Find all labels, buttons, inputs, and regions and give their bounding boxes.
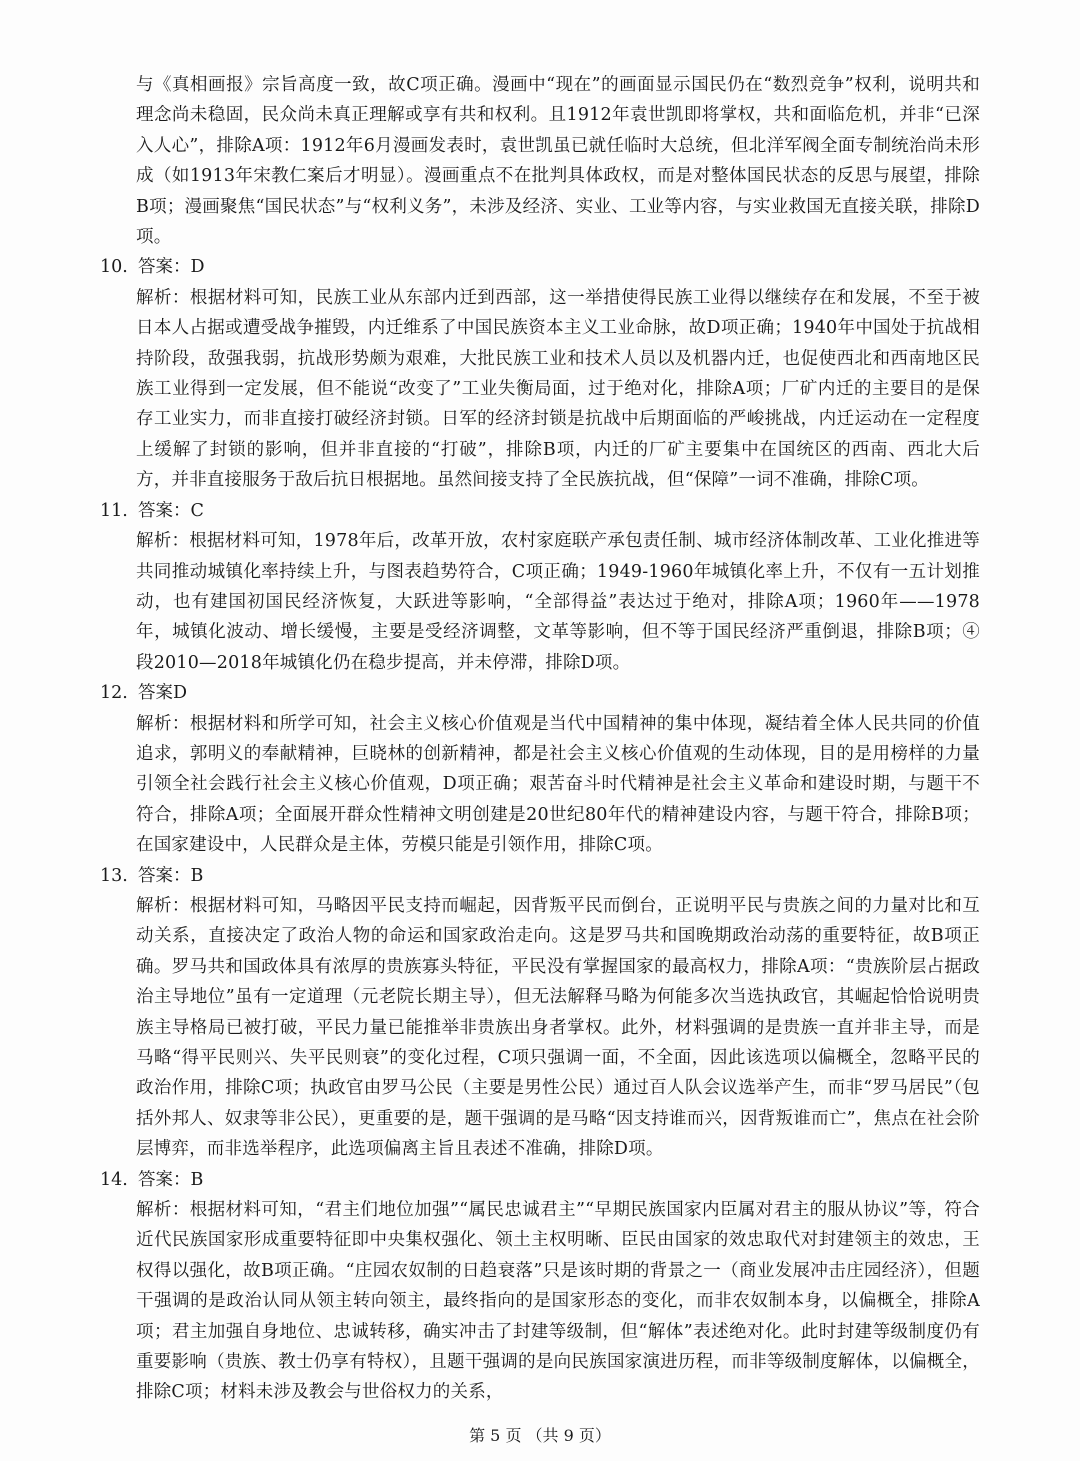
page-footer: 第 5 页 （共 9 页） <box>469 1426 611 1445</box>
answer-head <box>100 861 980 891</box>
answer-head <box>100 496 980 526</box>
answer-item-12 <box>100 678 980 860</box>
item-number: 12. <box>100 683 128 704</box>
item-number: 11. <box>100 500 128 521</box>
page-content <box>100 70 980 1408</box>
item-number: 14. <box>100 1169 128 1190</box>
answer-head <box>100 252 980 282</box>
answer-label: 答案：D <box>138 257 205 278</box>
analysis-paragraph: 解析：根据材料可知，马略因平民支持而崛起，因背叛平民而倒台，正说明平民与贵族之间的力量对比和互动关系，直接决定了政治人物的命运和国家政治走向。这是罗马共和国晚期政治动荡的重要特征，故B项正确。罗马共和国政体具有浓厚的贵族寡头特征，平民没有掌握国家的最高权力，排除A项：“贵族阶层占据政治主导地位”虽有一定道理（元老院长期主导），但无法解释马略为何能多次当选执政官，其崛起恰恰说明贵族主导格局已被打破，平民力量已能推举非贵族出身者掌权。此外，材料强调的是贵族一直并非主导，而是马略“得平民则兴、失平民则衰”的变化过程，C项只强调一面，不全面，因此该选项以偏概全，忽略平民的政治作用，排除C项；执政官由罗马公民（主要是男性公民）通过百人队会议选举产生，而非“罗马居民”（包括外邦人、奴隶等非公民），更重要的是，题干强调的是马略“因支持谁而兴，因背叛谁而亡”，焦点在社会阶层博弈，而非选举程序，此选项偏离主旨且表述不准确，排除D项。 <box>136 895 980 1160</box>
answer-label: 答案：C <box>138 500 204 521</box>
answer-item-13 <box>100 861 980 1165</box>
answer-label: 答案：B <box>138 1169 204 1190</box>
answer-item-10 <box>100 252 980 495</box>
item-number: 10. <box>100 257 128 278</box>
item-number: 13. <box>100 865 128 886</box>
answer-head <box>100 1165 980 1195</box>
answer-label: 答案：B <box>138 865 204 886</box>
analysis-paragraph: 解析：根据材料可知，“君主们地位加强”“属民忠诚君主”“早期民族国家内臣属对君主的服从协议”等，符合近代民族国家形成重要特征即中央集权强化、领土主权明晰、臣民由国家的效忠取代对封建领主的效忠，王权得以强化，故B项正确。“庄园农奴制的日趋衰落”只是该时期的背景之一（商业发展冲击庄园经济），但题干强调的是政治认同从领主转向领主，最终指向的是国家形态的变化，而非农奴制本身，以偏概全，排除A项；君主加强自身地位、忠诚转移，确实冲击了封建等级制，但“解体”表述绝对化。此时封建等级制度仍有重要影响（贵族、教士仍享有特权），且题干强调的是向民族国家演进历程，而非等级制度解体，以偏概全，排除C项；材料未涉及教会与世俗权力的关系， <box>136 1200 980 1403</box>
answer-item-11 <box>100 496 980 678</box>
answer-item-14 <box>100 1165 980 1408</box>
intro-paragraph: 与《真相画报》宗旨高度一致，故C项正确。漫画中“现在”的画面显示国民仍在“数烈竞争”权利，说明共和理念尚未稳固，民众尚未真正理解或享有共和权利。且1912年袁世凯即将掌权，共和面临危机，并非“已深入人心”，排除A项：1912年6月漫画发表时，袁世凯虽已就任临时大总统，但北洋军阀全面专制统治尚未形成（如1913年宋教仁案后才明显）。漫画重点不在批判具体政权，而是对整体国民状态的反思与展望，排除B项；漫画聚焦“国民状态”与“权利义务”，未涉及经济、实业、工业等内容，与实业救国无直接关联，排除D项。 <box>136 75 980 248</box>
analysis-paragraph: 解析：根据材料和所学可知，社会主义核心价值观是当代中国精神的集中体现，凝结着全体人民共同的价值追求，郭明义的奉献精神，巨晓林的创新精神，都是社会主义核心价值观的生动体现，目的是用榜样的力量引领全社会践行社会主义核心价值观，D项正确；艰苦奋斗时代精神是社会主义革命和建设时期，与题干不符合，排除A项；全面展开群众性精神文明创建是20世纪80年代的精神建设内容，与题干符合，排除B项；在国家建设中，人民群众是主体，劳模只能是引领作用，排除C项。 <box>136 713 980 856</box>
analysis-paragraph: 解析：根据材料可知，1978年后，改革开放，农村家庭联产承包责任制、城市经济体制改革、工业化推进等共同推动城镇化率持续上升，与图表趋势符合，C项正确；1949-1960年城镇化率上升，不仅有一五计划推动，也有建国初国民经济恢复，大跃进等影响，“全部得益”表达过于绝对，排除A项；1960年——1978年，城镇化波动、增长缓慢，主要是受经济调整，文革等影响，但不等于国民经济严重倒退，排除B项；④段2010—2018年城镇化仍在稳步提高，并未停滞，排除D项。 <box>136 531 980 673</box>
answer-head <box>100 678 980 708</box>
answer-label: 答案D <box>138 683 188 704</box>
analysis-paragraph: 解析：根据材料可知，民族工业从东部内迁到西部，这一举措使得民族工业得以继续存在和发展，不至于被日本人占据或遭受战争摧毁，内迁维系了中国民族资本主义工业命脉，故D项正确；1940年中国处于抗战相持阶段，敌强我弱，抗战形势颇为艰难，大批民族工业和技术人员以及机器内迁，也促使西北和西南地区民族工业得到一定发展，但不能说“改变了”工业失衡局面，过于绝对化，排除A项；厂矿内迁的主要目的是保存工业实力，而非直接打破经济封锁。日军的经济封锁是抗战中后期面临的严峻挑战，内迁运动在一定程度上缓解了封锁的影响，但并非直接的“打破”，排除B项，内迁的厂矿主要集中在国统区的西南、西北大后方，并非直接服务于敌后抗日根据地。虽然间接支持了全民族抗战，但“保障”一词不准确，排除C项。 <box>136 287 980 491</box>
